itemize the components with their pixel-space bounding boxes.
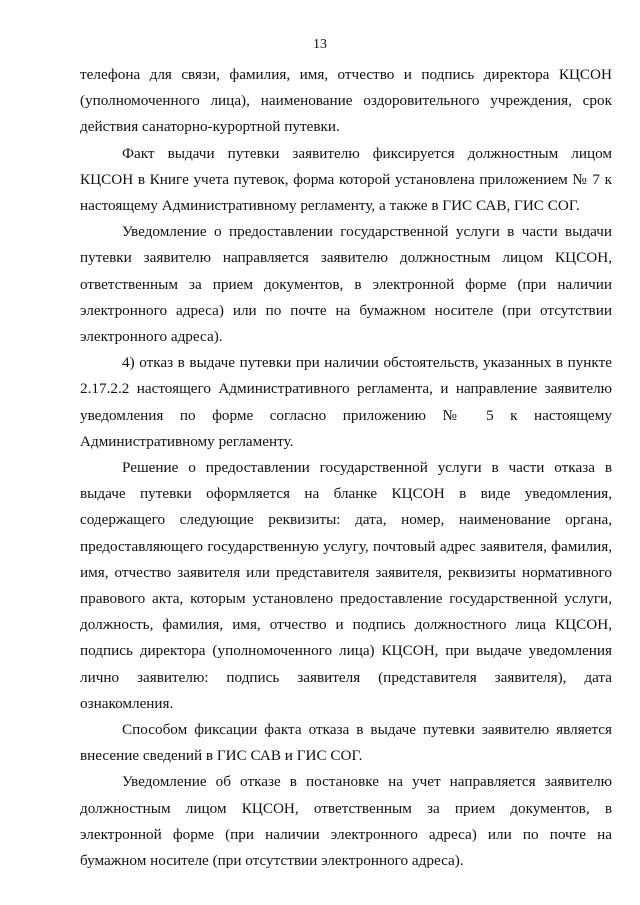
- paragraph-contact-details: телефона для связи, фамилия, имя, отчество и подпись директора КЦСОН (уполномоченного лица), наименование оздоровительного учреждения, срок действия санаторно-курортной путевки.: [80, 66, 612, 136]
- page-number: 13: [313, 37, 327, 52]
- paragraph-issue-notification: Уведомление о предоставлении государственной услуги в части выдачи путевки заявителю направляется заявителю должностным лицом КЦСОН, ответственным за прием документов, в электронной форме (при наличии электронного адреса) или по почте на бумажном носителе (при отсутствии электронного адреса).: [80, 223, 612, 346]
- paragraph-voucher-issue-record: Факт выдачи путевки заявителю фиксируется должностным лицом КЦСОН в Книге учета путевок, форма которой установлена приложением № 7 к настоящему Административному регламенту, а также в ГИС САВ, ГИС СОГ.: [80, 144, 612, 215]
- paragraph-refusal-record: Способом фиксации факта отказа в выдаче путевки заявителю является внесение сведений в ГИС САВ и ГИС СОГ.: [80, 721, 612, 765]
- paragraph-refusal-decision: Решение о предоставлении государственной услуги в части отказа в выдаче путевки оформляется на бланке КЦСОН в виде уведомления, содержащего следующие реквизиты: дата, номер, наименование органа, предоставляющего государственную услугу, почтовый адрес заявителя, фамилия, имя, отчество заявителя или представителя заявителя, реквизиты нормативного правового акта, которым установлено предоставление государственной услуги, должность, фамилия, имя, отчество и подпись должностного лица КЦСОН, подпись директора (уполномоченного лица) КЦСОН, при выдаче уведомления лично заявителю: подпись заявителя (представителя заявителя), дата ознакомления.: [80, 459, 612, 712]
- paragraph-refusal-item-4: 4) отказ в выдаче путевки при наличии обстоятельств, указанных в пункте 2.17.2.2 настоящего Административного регламента, и направление заявителю уведомления по форме согласно приложению № 5 к настоящему Административному регламенту.: [80, 354, 612, 450]
- document-body: [80, 62, 612, 874]
- paragraph-refusal-notification: Уведомление об отказе в постановке на учет направляется заявителю должностным лицом КЦСОН, ответственным за прием документов, в электронной форме (при наличии электронного адреса) или по почте на бумажном носителе (при отсутствии электронного адреса).: [80, 773, 612, 870]
